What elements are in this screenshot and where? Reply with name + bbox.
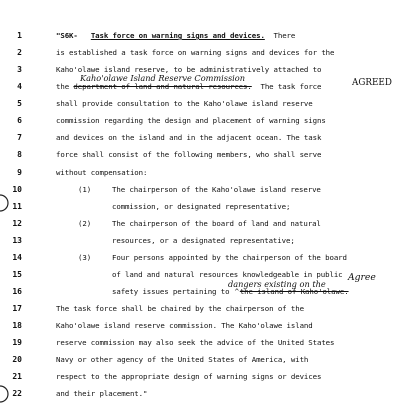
list-item-number: (2) [78,219,92,228]
line-number: 12 [12,219,22,228]
section-label: "S6K- [56,31,78,40]
line-number: 20 [12,355,22,364]
list-item-number: (3) [78,253,92,262]
list-item-text: resources, or a designated representative; [112,236,295,245]
line-number: 16 [12,287,22,296]
insertion-caret: ^ [234,287,239,296]
list-item-text: commission, or designated representative; [112,202,291,211]
list-item-text: The chairperson of the board of land and natural [112,219,321,228]
line-number: 9 [17,168,22,177]
body-line: respect to the appropriate design of warning signs or devices [56,372,322,381]
section-line [56,31,295,41]
line-number: 8 [17,150,22,159]
margin-annotation: Agree [348,272,376,283]
line-number: 22 [12,389,22,398]
section-heading: Task force on warning signs and devices. [90,31,265,40]
line-number: 6 [17,116,22,125]
body-text: The task force [260,82,322,91]
line-number: 19 [12,338,22,347]
line-number: 11 [12,202,22,211]
line-number: 17 [12,304,22,313]
struck-text: the island of Kaho'olawe. [239,287,349,296]
line-number: 15 [12,270,22,279]
body-line: without compensation: [56,168,148,177]
body-line: shall provide consultation to the Kaho'olawe island reserve [56,99,313,108]
body-text: the [56,82,70,91]
body-line: is established a task force on warning signs and devices for the [56,48,335,57]
struck-text: department of land and natural resources. [73,82,252,91]
list-item-number: (1) [78,185,92,194]
handwritten-insert: dangers existing on the [228,279,326,289]
body-line: Kaho'olawe island reserve commission. The Kaho'olawe island [56,321,313,330]
line-number: 1 [17,31,22,40]
line-number: 13 [12,236,22,245]
body-line: The task force shall be chaired by the chairperson of the [56,304,304,313]
section-heading-continuation: There [273,31,296,40]
body-line: force shall consist of the following members, who shall serve [56,150,322,159]
body-line: and devices on the island and in the adjacent ocean. The task [56,133,322,142]
body-text: safety issues pertaining to [112,287,230,296]
line-number: 2 [17,48,22,57]
body-line: commission regarding the design and placement of warning signs [56,116,326,125]
line-number: 4 [17,82,22,91]
list-item-text [112,287,349,297]
body-line [56,82,321,92]
margin-annotation: AGREED [352,78,392,88]
line-number: 3 [17,65,22,74]
list-item-text: Four persons appointed by the chairperson of the board [112,253,347,262]
line-number: 18 [12,321,22,330]
body-line: and their placement." [56,389,148,398]
line-number: 5 [17,99,22,108]
handwritten-insert: Kaho'olawe Island Reserve Commission [80,73,245,83]
body-line: reserve commission may also seek the advice of the United States [56,338,335,347]
line-number: 14 [12,253,22,262]
body-line: Navy or other agency of the United States of America, with [56,355,309,364]
line-number: 21 [12,372,22,381]
list-item-text: The chairperson of the Kaho'olawe island reserve [112,185,321,194]
line-number: 7 [17,133,22,142]
body-line: Kaho'olawe island reserve, to be administratively attached to [56,65,322,74]
line-number: 10 [12,185,22,194]
list-item-text: of land and natural resources knowledgeable in public [112,270,343,279]
